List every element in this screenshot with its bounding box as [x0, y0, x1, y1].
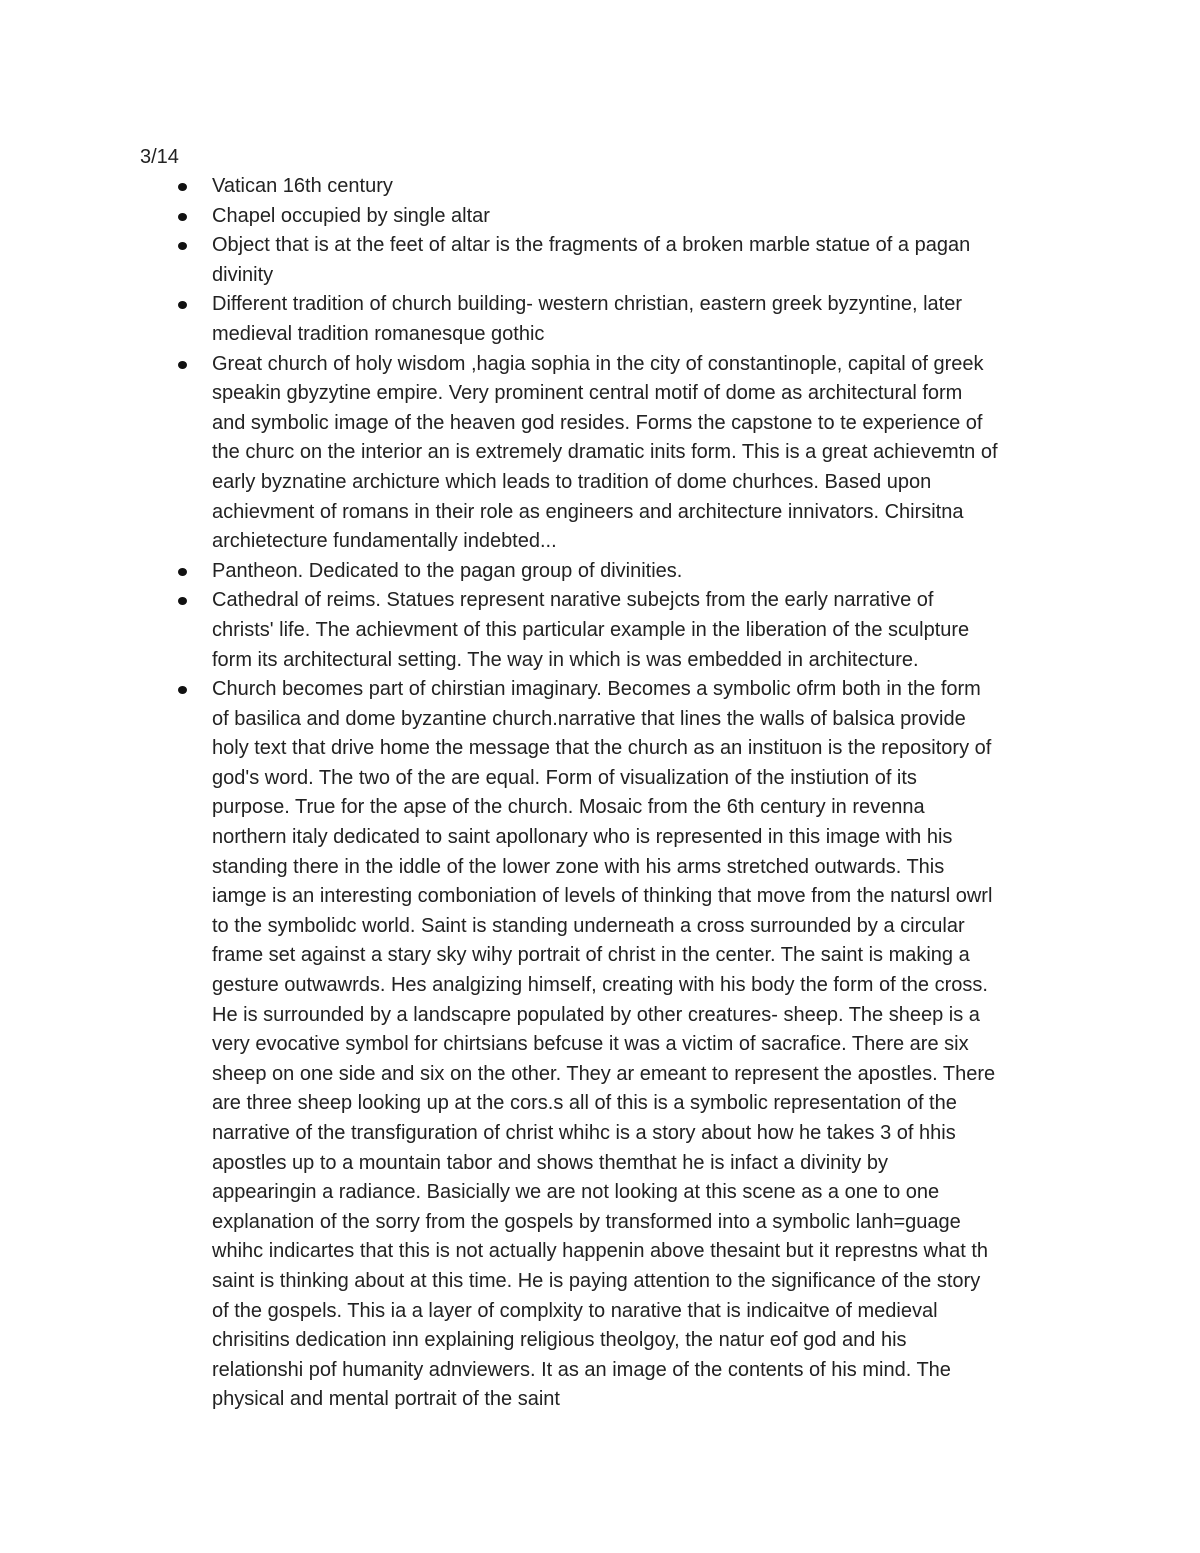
list-item-text-line: achievment of romans in their role as engineers and architecture innivators. Chirsitna: [212, 500, 964, 523]
list-item: [140, 586, 1070, 675]
list-item-text-line: early byznatine archicture which leads to tradition of dome churhces. Based upon: [212, 470, 932, 493]
list-item-text-line: relationshi pof humanity adnviewers. It as an image of the contents of his mind. The: [212, 1358, 951, 1381]
list-item-text-line: Pantheon. Dedicated to the pagan group of divinities.: [212, 559, 683, 582]
list-item-text-line: saint is thinking about at this time. He is paying attention to the significance of the story: [212, 1269, 981, 1292]
list-item-text-line: of basilica and dome byzantine church.narrative that lines the walls of balsica provide: [212, 707, 966, 730]
list-item-text-line: of the gospels. This ia a layer of complxity to narative that is indicaitve of medieval: [212, 1299, 938, 1322]
bullet-dot-icon: [178, 597, 187, 605]
list-item: [140, 231, 1070, 290]
list-item-text-line: iamge is an interesting comboniation of levels of thinking that move from the natursl owrl: [212, 885, 993, 908]
list-item-text-line: explanation of the sorry from the gospels by transformed into a symbolic lanh=guage: [212, 1210, 961, 1233]
list-item: [140, 557, 1070, 587]
list-item-text-line: northern italy dedicated to saint apollonary who is represented in this image with his: [212, 826, 953, 849]
list-item-text-line: Great church of holy wisdom ,hagia sophia in the city of constantinople, capital of greek: [212, 352, 984, 375]
bullet-list: [140, 172, 1070, 1415]
list-item-text-line: are three sheep looking up at the cors.s all of this is a symbolic representation of the: [212, 1092, 957, 1115]
list-item-text-line: archietecture fundamentally indebted...: [212, 530, 557, 553]
bullet-dot-icon: [178, 301, 187, 309]
list-item-text-line: Church becomes part of chirstian imaginary. Becomes a symbolic ofrm both in the form: [212, 678, 981, 701]
list-item-text-line: speakin gbyzytine empire. Very prominent central motif of dome as architectural form: [212, 382, 963, 405]
list-item-text-line: divinity: [212, 263, 274, 286]
bullet-dot-icon: [178, 242, 187, 250]
list-item: [140, 202, 1070, 232]
list-item-text-line: Chapel occupied by single altar: [212, 204, 490, 227]
list-item-text-line: medieval tradition romanesque gothic: [212, 322, 545, 345]
bullet-dot-icon: [178, 361, 187, 369]
list-item-text-line: Object that is at the feet of altar is the fragments of a broken marble statue of a pagan: [212, 234, 971, 257]
list-item-text-line: Different tradition of church building- western christian, eastern greek byzyntine, later: [212, 293, 963, 316]
list-item-text-line: narrative of the transfiguration of christ whihc is a story about how he takes 3 of hhis: [212, 1122, 956, 1144]
bullet-dot-icon: [178, 686, 187, 694]
list-item-text-line: to the symbolidc world. Saint is standing underneath a cross surrounded by a circular: [212, 914, 965, 937]
list-item-text-line: form its architectural setting. The way in which is was embedded in architecture.: [212, 648, 919, 671]
list-item-text-line: apostles up to a mountain tabor and shows themthat he is infact a divinity by: [212, 1151, 888, 1174]
bullet-dot-icon: [178, 568, 187, 576]
list-item-text-line: purpose. True for the apse of the church. Mosaic from the 6th century in revenna: [212, 796, 925, 819]
list-item-text-line: frame set against a stary sky wihy portrait of christ in the center. The saint is making a: [212, 944, 970, 967]
list-item-text-line: christs' life. The achievment of this particular example in the liberation of the sculpture: [212, 618, 970, 641]
list-item-text-line: chrisitins dedication inn explaining religious theolgoy, the natur eof god and his: [212, 1329, 907, 1352]
list-item-text-line: gesture outwawrds. Hes analgizing himself, creating with his body the form of the cross.: [212, 974, 988, 997]
bullet-dot-icon: [178, 213, 187, 221]
list-item-text-line: He is surrounded by a landscapre populated by other creatures- sheep. The sheep is a: [212, 1003, 980, 1026]
list-item-text-line: Vatican 16th century: [212, 175, 393, 197]
list-item-text-line: Cathedral of reims. Statues represent narative subejcts from the early narrative of: [212, 589, 934, 612]
list-item-text-line: standing there in the iddle of the lower zone with his arms stretched outwards. This: [212, 855, 945, 878]
list-item-text-line: the churc on the interior an is extremely dramatic inits form. This is a great achievemtn of: [212, 441, 998, 464]
list-item: [140, 675, 1070, 1415]
list-item: [140, 172, 1070, 202]
list-item-text-line: god's word. The two of the are equal. Form of visualization of the instiution of its: [212, 766, 917, 789]
list-item: [140, 290, 1070, 349]
list-item-text-line: whihc indicartes that this is not actually happenin above thesaint but it represtns what th: [212, 1240, 989, 1263]
list-item: [140, 350, 1070, 557]
list-item-text-line: appearingin a radiance. Basicially we are not looking at this scene as a one to one: [212, 1181, 940, 1204]
notes-date: 3/14: [140, 146, 179, 168]
bullet-dot-icon: [178, 183, 187, 191]
list-item-text-line: very evocative symbol for chirtsians befcuse it was a victim of sacrafice. There are six: [212, 1033, 969, 1056]
list-item-text-line: and symbolic image of the heaven god resides. Forms the capstone to te experience of: [212, 411, 983, 434]
list-item-text-line: physical and mental portrait of the saint: [212, 1388, 560, 1411]
list-item-text-line: holy text that drive home the message that the church as an instituon is the repository of: [212, 737, 992, 760]
list-item-text-line: sheep on one side and six on the other. They ar emeant to represent the apostles. There: [212, 1062, 996, 1085]
